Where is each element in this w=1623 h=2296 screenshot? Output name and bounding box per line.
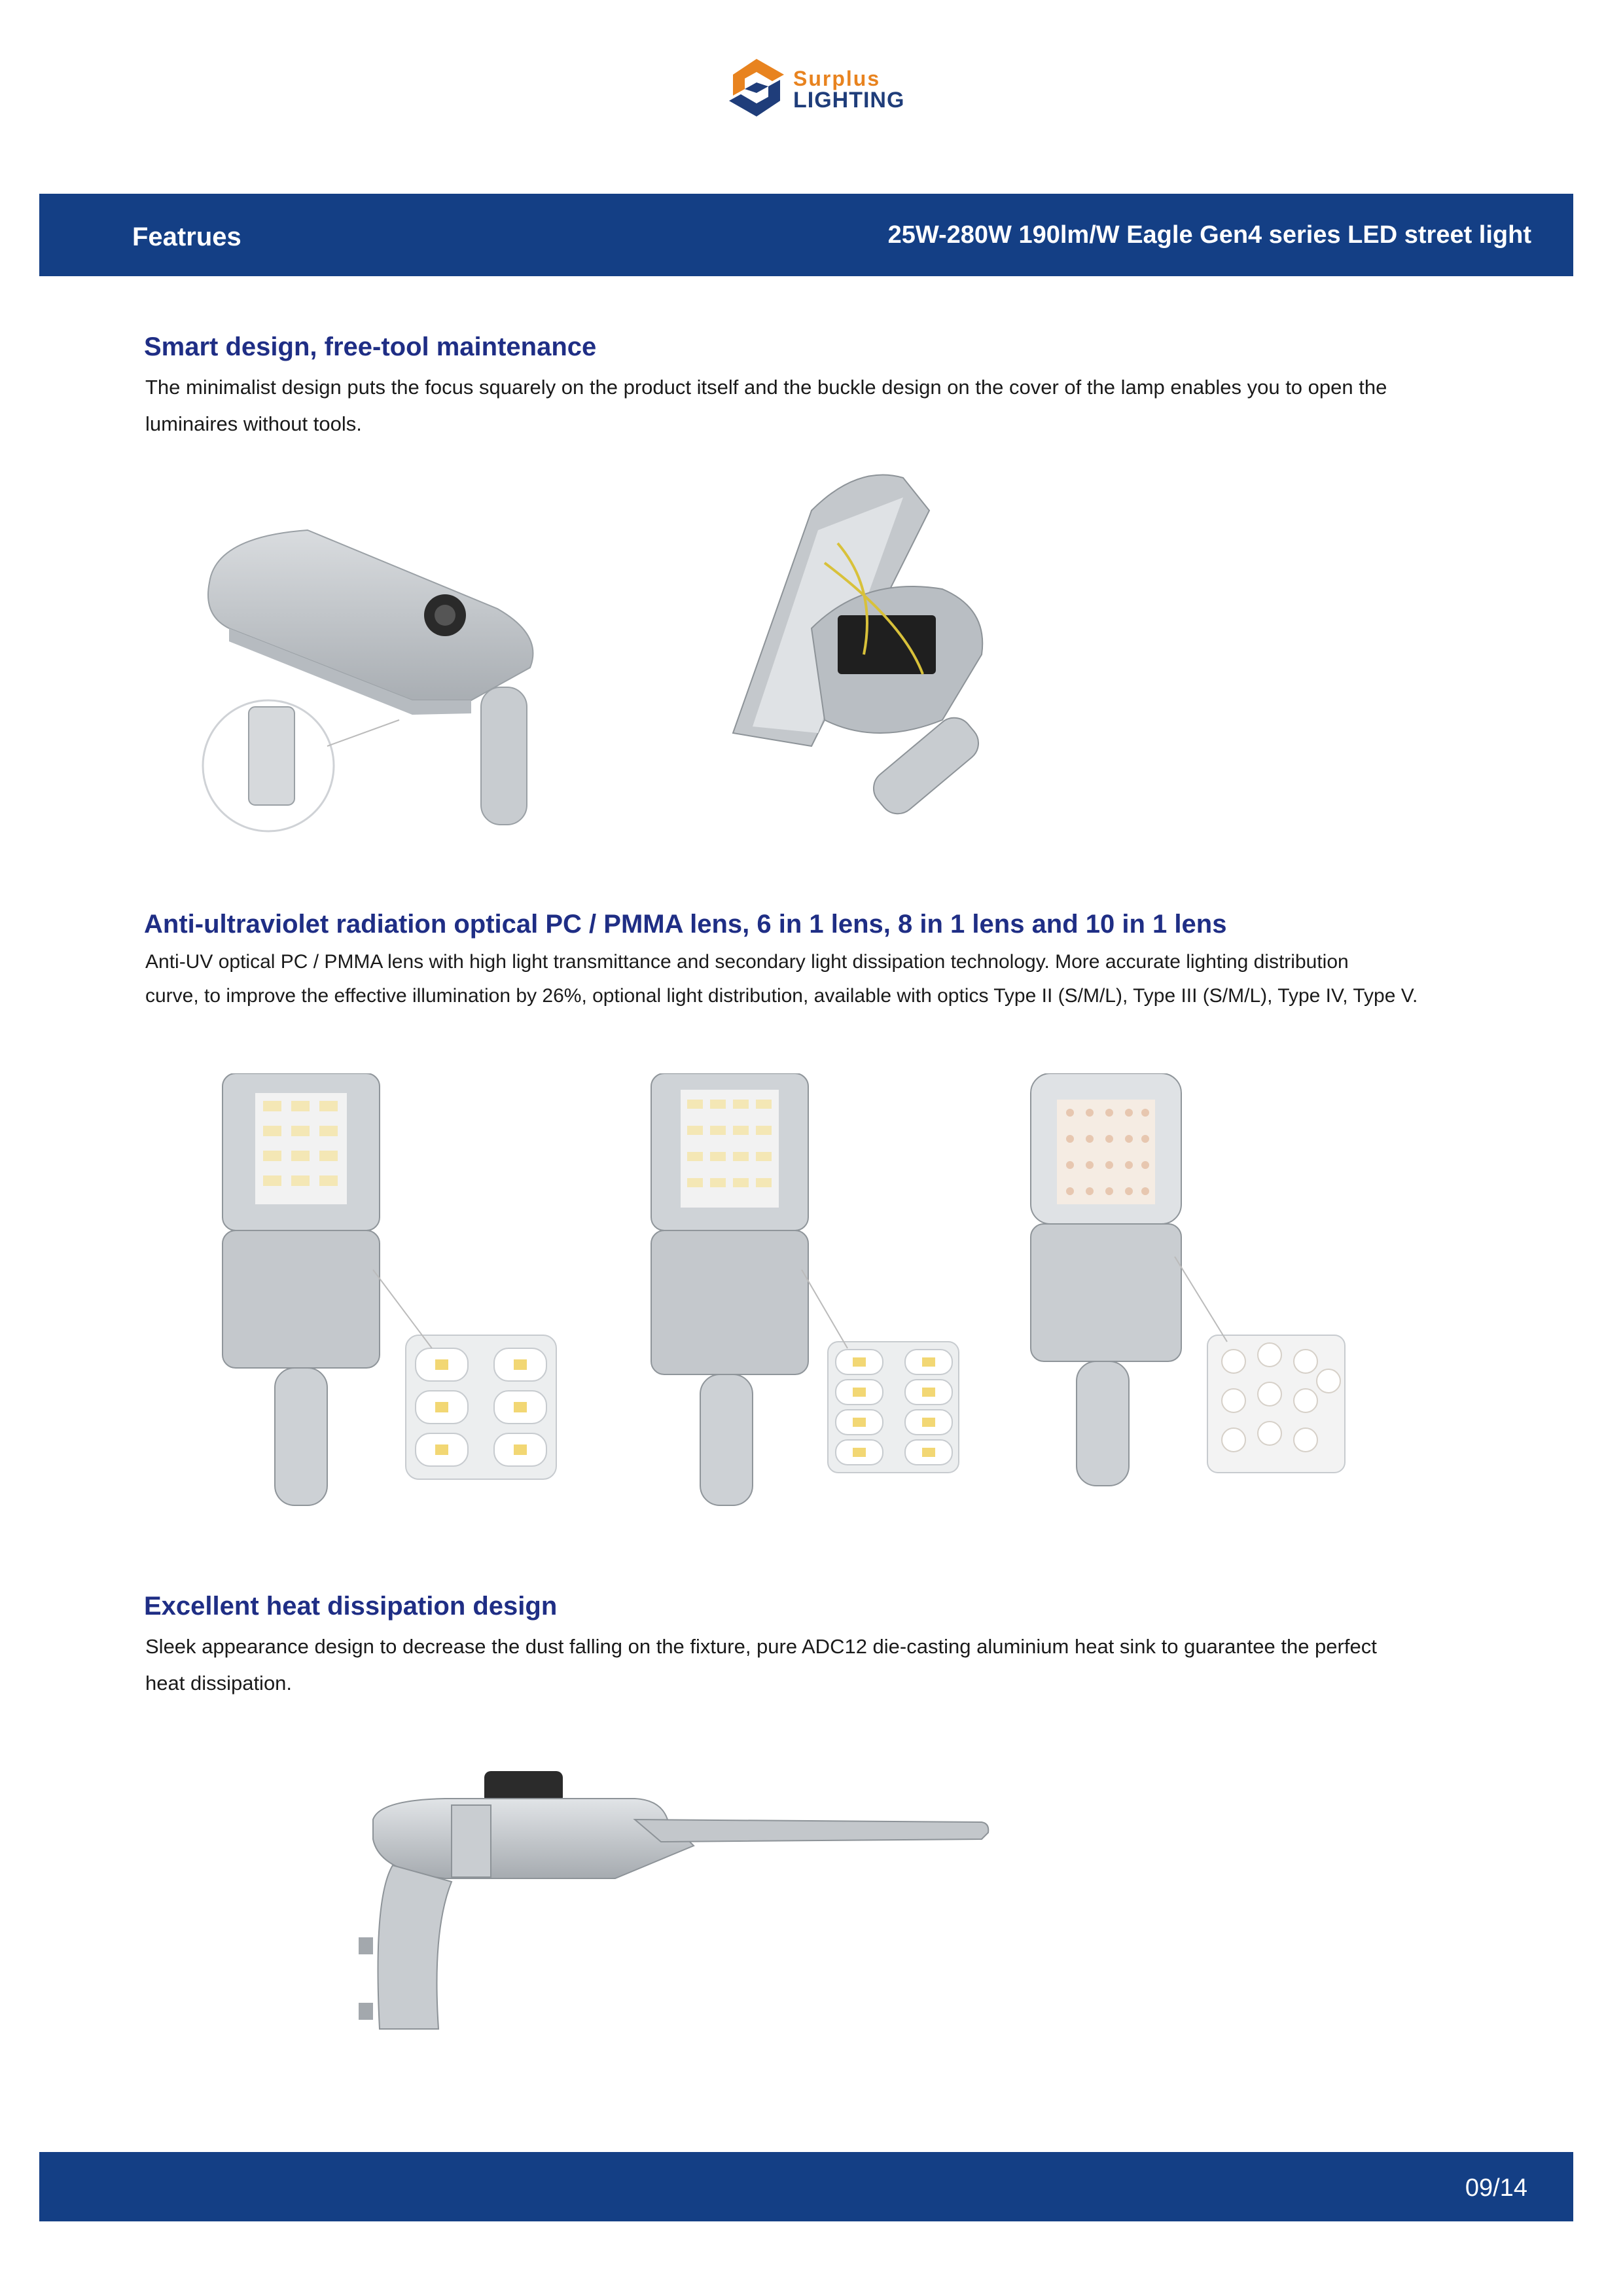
logo-text-top: Surplus bbox=[793, 67, 881, 90]
section-title-optical-lens: Anti-ultraviolet radiation optical PC / PMMA lens, 6 in 1 lens, 8 in 1 lens and 10 in 1 lens bbox=[144, 910, 1227, 939]
street-light-closed-image bbox=[190, 511, 556, 838]
logo-text-bottom: LIGHTING bbox=[793, 88, 905, 113]
lens-variant-8-in-1 bbox=[645, 1073, 972, 1512]
body-line: curve, to improve the effective illumination by 26%, optional light distribution, available with optics Type II (S/M/L), Type III (S/M/L), Type IV, Type V. bbox=[145, 985, 1418, 1007]
section-title-heat-dissipation: Excellent heat dissipation design bbox=[144, 1592, 558, 1621]
product-title: 25W-280W 190lm/W Eagle Gen4 series LED street light bbox=[887, 221, 1531, 249]
street-light-open-image bbox=[707, 458, 1047, 838]
section-body-smart-design bbox=[145, 369, 1493, 442]
street-light-side-view bbox=[353, 1767, 1008, 2055]
page-number: 09/14 bbox=[1465, 2174, 1527, 2202]
section-title-smart-design: Smart design, free-tool maintenance bbox=[144, 332, 597, 361]
body-line: Anti-UV optical PC / PMMA lens with high light transmittance and secondary light dissipation technology. More accurate lighting distribution bbox=[145, 951, 1349, 973]
lens-variant-10-in-1 bbox=[1024, 1073, 1351, 1492]
body-line: luminaires without tools. bbox=[145, 412, 362, 435]
body-line: heat dissipation. bbox=[145, 1672, 293, 1695]
company-logo bbox=[725, 56, 908, 122]
header-band bbox=[39, 194, 1573, 276]
body-line: Sleek appearance design to decrease the dust falling on the fixture, pure ADC12 die-casting aluminium heat sink to guarantee the perfect bbox=[145, 1635, 1377, 1658]
logo-mark-icon bbox=[725, 56, 788, 119]
lens-variant-6-in-1 bbox=[216, 1073, 569, 1512]
section-body-heat-dissipation bbox=[145, 1628, 1493, 1702]
body-line: The minimalist design puts the focus squarely on the product itself and the buckle design on the cover of the lamp enables you to open the bbox=[145, 376, 1387, 399]
section-body-optical-lens bbox=[145, 945, 1520, 1013]
footer-band bbox=[39, 2152, 1573, 2221]
section-label: Featrues bbox=[132, 223, 241, 251]
